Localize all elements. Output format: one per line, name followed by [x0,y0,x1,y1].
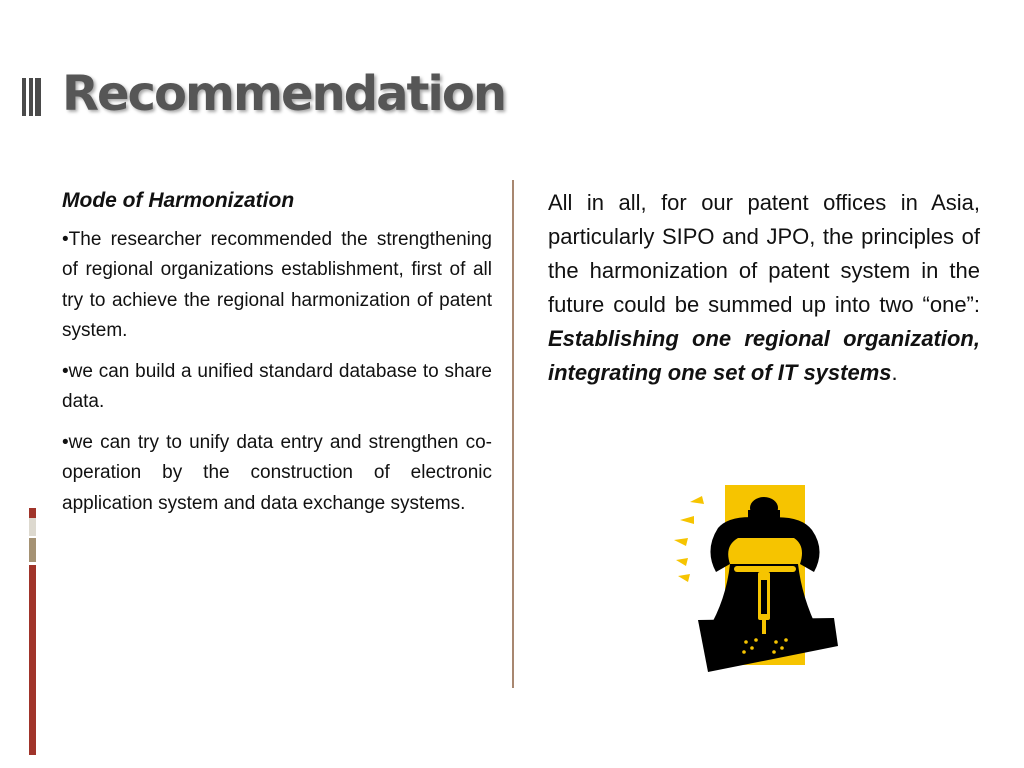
right-column [548,186,980,390]
side-accent-bar-light [29,518,36,536]
bullet-item: •we can build a unified standard database to share data. [62,360,492,412]
side-accent-bar-top [29,508,36,518]
left-column [62,186,492,529]
bullet-item: •we can try to unify data entry and strengthen co-operation by the construction of electronic application system and data exchange systems. [62,431,492,514]
title-accent-bars [22,78,42,116]
jackhammer-worker-icon [668,480,844,680]
right-paragraph-text: All in all, for our patent offices in Asia, particularly SIPO and JPO, the principles of the harmonization of patent system in the future could be summed up into two “one”: [548,190,980,317]
right-paragraph-end: . [891,360,898,385]
left-subheading: Mode of Harmonization [62,189,295,212]
slide-title: Recommendation [62,66,505,122]
side-accent-bar-tan [29,538,36,562]
side-accent-bar-long [29,565,36,755]
bullet-item: •The researcher recommended the strengthening of regional organizations establishment, first of all try to achieve the regional harmonization of patent system. [62,228,492,341]
column-divider [512,180,514,688]
right-paragraph-emphasis: Establishing one regional organization, integrating one set of IT systems [548,326,980,385]
